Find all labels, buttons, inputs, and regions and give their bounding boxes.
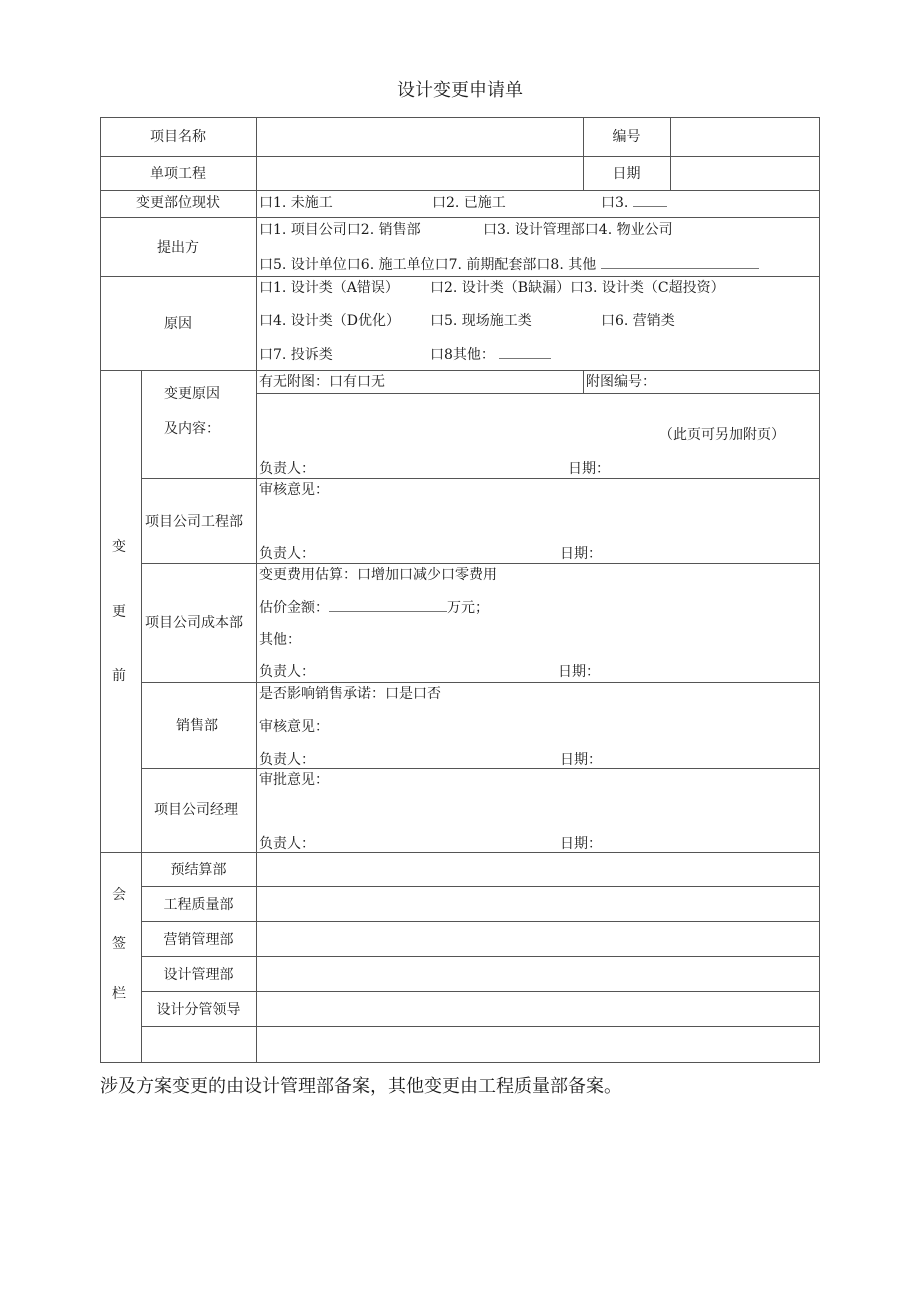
- proposer-options-line1[interactable]: 口1. 项目公司口2. 销售部: [259, 222, 421, 238]
- rule: [819, 117, 820, 1063]
- proposer-label: 提出方: [157, 240, 199, 256]
- rule: [256, 393, 820, 394]
- project-name-field[interactable]: [258, 121, 580, 153]
- proposer-line2-text: 口5. 设计单位口6. 施工单位口7. 前期配套部口8. 其他: [259, 257, 597, 273]
- sales-dept-label: 销售部: [176, 718, 218, 734]
- rule: [141, 768, 820, 769]
- countersign-dept: 设计分管领导: [156, 1002, 241, 1018]
- rule: [141, 478, 820, 479]
- rule: [100, 276, 820, 277]
- project-name-label: 项目名称: [150, 129, 206, 145]
- engineering-dept-label: 项目公司工程部: [145, 514, 243, 530]
- reason-option-complaint[interactable]: 口7. 投诉类: [259, 347, 333, 363]
- rule: [141, 921, 820, 922]
- reason-option-a[interactable]: 口1. 设计类（A错误）: [259, 280, 399, 296]
- rule: [670, 117, 671, 191]
- attachment-question[interactable]: 有无附图：口有口无: [259, 374, 385, 390]
- other-label: 其他：: [259, 632, 301, 648]
- change-status-label: 变更部位现状: [136, 195, 220, 211]
- attachment-number-label: 附图编号：: [586, 374, 656, 390]
- group-label-countersign-3: 栏: [112, 986, 126, 1002]
- estimate-amount-blank[interactable]: [329, 599, 447, 612]
- rule: [141, 563, 820, 564]
- proposer-options-line1b[interactable]: 口3. 设计管理部口4. 物业公司: [483, 222, 673, 238]
- rule: [256, 117, 257, 1063]
- proposer-other-blank[interactable]: [601, 256, 759, 269]
- group-label-before-change-1: 变: [112, 539, 126, 555]
- responsible-label: 负责人：: [259, 752, 315, 768]
- countersign-dept: 工程质量部: [163, 897, 234, 913]
- countersign-dept: 预结算部: [170, 862, 227, 878]
- rule: [141, 682, 820, 683]
- date-label: 日期：: [558, 664, 600, 680]
- sub-project-field[interactable]: [258, 159, 580, 187]
- approval-opinion-label: 审批意见：: [259, 772, 329, 788]
- estimate-amount-row: [259, 599, 489, 617]
- date-field[interactable]: [672, 159, 817, 187]
- status-option-other-label: 口3.: [601, 195, 629, 211]
- status-option-other[interactable]: [601, 194, 667, 212]
- reason-other-label: 口8其他：: [430, 347, 495, 363]
- responsible-label: 负责人：: [259, 836, 315, 852]
- group-label-before-change-3: 前: [112, 668, 126, 684]
- manager-label: 项目公司经理: [154, 802, 238, 818]
- responsible-label: 负责人：: [259, 546, 315, 562]
- extra-page-note: （此页可另加附页）: [659, 427, 785, 443]
- rule: [100, 852, 820, 853]
- form-title: 设计变更申请单: [397, 80, 523, 101]
- reason-other-blank[interactable]: [499, 346, 551, 359]
- countersign-field[interactable]: [258, 889, 818, 919]
- rule: [100, 117, 820, 118]
- cost-estimate-options[interactable]: 变更费用估算：口增加口减少口零费用: [259, 567, 497, 583]
- countersign-field[interactable]: [258, 1029, 818, 1060]
- date-label: 日期：: [560, 836, 602, 852]
- status-other-blank[interactable]: [633, 194, 667, 207]
- rule: [141, 991, 820, 992]
- reason-content-label-2: 及内容：: [164, 421, 220, 437]
- countersign-field[interactable]: [258, 924, 818, 954]
- date-label: 日期：: [560, 752, 602, 768]
- countersign-field[interactable]: [258, 994, 818, 1024]
- rule: [141, 1026, 820, 1027]
- proposer-options-line2[interactable]: [259, 256, 759, 274]
- rule: [100, 1062, 820, 1063]
- footer-note: 涉及方案变更的由设计管理部备案，其他变更由工程质量部备案。: [100, 1076, 622, 1097]
- cost-dept-label: 项目公司成本部: [145, 615, 243, 631]
- responsible-label: 负责人：: [259, 461, 315, 477]
- number-field[interactable]: [672, 121, 817, 153]
- countersign-field[interactable]: [258, 959, 818, 989]
- reason-option-b-c[interactable]: 口2. 设计类（B缺漏）口3. 设计类（C超投资）: [430, 280, 725, 296]
- date-label: 日期: [612, 166, 641, 182]
- number-label: 编号: [612, 129, 641, 145]
- rule: [583, 370, 584, 394]
- date-label: 日期：: [560, 546, 602, 562]
- status-option-unbuilt[interactable]: 口1. 未施工: [259, 195, 333, 211]
- rule: [141, 370, 142, 1063]
- review-opinion-label: 审核意见：: [259, 719, 329, 735]
- rule: [141, 956, 820, 957]
- date-label: 日期：: [568, 461, 610, 477]
- status-option-built[interactable]: 口2. 已施工: [432, 195, 506, 211]
- group-label-before-change-2: 更: [112, 604, 126, 620]
- rule: [100, 190, 820, 191]
- group-label-countersign-2: 签: [112, 936, 126, 952]
- rule: [141, 886, 820, 887]
- rule: [100, 117, 101, 1063]
- reason-option-site[interactable]: 口5. 现场施工类: [430, 313, 532, 329]
- reason-option-marketing[interactable]: 口6. 营销类: [601, 313, 675, 329]
- rule: [100, 217, 820, 218]
- estimate-unit: 万元；: [447, 600, 489, 616]
- rule: [100, 156, 820, 157]
- estimate-amount-label: 估价金额：: [259, 600, 329, 616]
- rule: [100, 370, 820, 371]
- countersign-field[interactable]: [258, 855, 818, 885]
- countersign-dept: 营销管理部: [163, 932, 234, 948]
- reason-label: 原因: [164, 316, 192, 332]
- reason-content-label-1: 变更原因: [164, 386, 220, 402]
- responsible-label: 负责人：: [259, 664, 315, 680]
- reason-option-d[interactable]: 口4. 设计类（D优化）: [259, 313, 401, 329]
- sub-project-label: 单项工程: [150, 166, 206, 182]
- group-label-countersign-1: 会: [112, 887, 126, 903]
- countersign-dept: 设计管理部: [163, 967, 234, 983]
- sales-question[interactable]: 是否影响销售承诺：口是口否: [259, 686, 441, 702]
- review-opinion-label: 审核意见：: [259, 482, 329, 498]
- reason-option-other[interactable]: [430, 346, 551, 364]
